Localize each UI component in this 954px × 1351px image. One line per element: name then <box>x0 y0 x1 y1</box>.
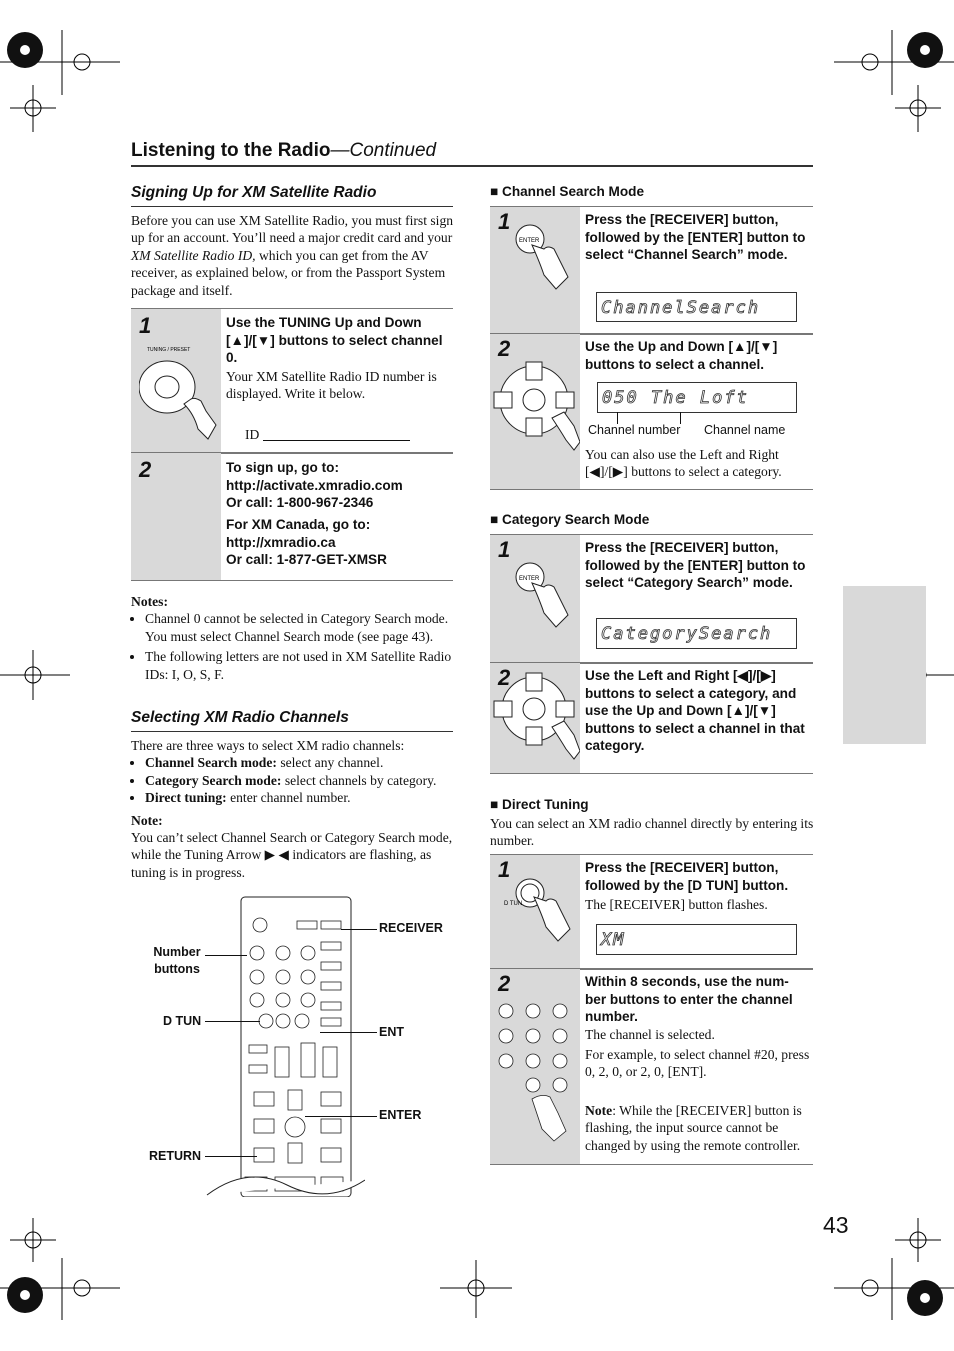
signup-rule <box>131 206 453 207</box>
header-title: Listening to the Radio <box>131 140 331 161</box>
selecting-note-text: You can’t select Channel Search or Category Search mode, while the Tuning Arrow ▶ ◀ indicators are flashing, as tuning is in progress. <box>131 830 453 880</box>
method-name: Channel Search mode: <box>145 755 277 771</box>
step-instruction: Use the TUNING Up and Down [▲]/[▼] buttons to select channel 0. <box>226 315 443 366</box>
step-instruction: Press the [RECEIVER] button, followed by the [ENTER] button to select “Channel Search” mode. <box>585 212 806 263</box>
side-tab <box>843 586 926 744</box>
lcd-display: 050 The Loft <box>597 382 797 413</box>
direct-tuning-heading: ■ Direct Tuning <box>490 797 589 812</box>
icon-label: ENTER <box>519 576 540 582</box>
dtun-button-hand-icon <box>502 875 577 960</box>
method-desc: select channels by category. <box>281 772 437 788</box>
step-text: You can also use the Left and Right [◀]/[▶] buttons to select a category. <box>585 447 782 480</box>
category-search-title: Category Search Mode <box>502 512 650 527</box>
step-number: 2 <box>498 971 511 996</box>
lcd-display: XM <box>596 924 797 955</box>
enter-button-hand-icon <box>512 223 577 303</box>
note-item: • The following letters are not used in XM Satellite Radio IDs: I, O, S, F. <box>145 648 455 683</box>
selecting-intro: There are three ways to select XM radio channels: <box>131 738 405 753</box>
callout-line <box>205 1156 257 1157</box>
header-continued: —Continued <box>330 140 437 161</box>
direct-tuning-intro: You can select an XM radio channel directly by entering its number. <box>490 816 814 849</box>
remote-control-illustration <box>205 895 365 1205</box>
signup-intro <box>131 212 455 299</box>
signup-intro-1: Before you can use XM Satellite Radio, you must first sign up for an account. You’ll need a major credit card and your <box>131 213 454 246</box>
signup-intro-2: which you can get from the AV receiver, as explained below, or from the Passport System package and itself. <box>131 247 446 298</box>
method-name: Direct tuning: <box>145 790 227 806</box>
step-text: The [RECEIVER] button flashes. <box>585 897 768 912</box>
icon-label: TUNING / PRESET <box>147 347 191 353</box>
step-number: 1 <box>498 857 511 882</box>
signup-title: Signing Up for XM Satellite Radio <box>131 184 377 201</box>
step-number: 2 <box>498 665 511 690</box>
callout-return: RETURN <box>149 1149 202 1163</box>
note-label: Note <box>585 1103 613 1118</box>
channel-search-heading: ■ Channel Search Mode <box>490 184 645 199</box>
step-number: 1 <box>498 209 511 234</box>
step-instruction: Within 8 seconds, use the num-ber buttons to enter the channel number. <box>585 974 793 1025</box>
step-note <box>585 1102 811 1154</box>
category-search-heading: ■ Category Search Mode <box>490 512 650 527</box>
method-item <box>145 789 455 806</box>
step-number: 2 <box>498 336 511 361</box>
note-item: • Channel 0 cannot be selected in Category Search mode. You must select Channel Search mode (see page 43). <box>145 610 455 645</box>
callout-ent: ENT <box>379 1025 404 1039</box>
method-name: Category Search mode: <box>145 772 282 788</box>
channel-search-title: Channel Search Mode <box>502 184 645 199</box>
callout-line <box>341 929 377 930</box>
category-search-step-2 <box>490 662 813 774</box>
step-instruction: Use the Left and Right [◀]/[▶] buttons to select a category, and use the Up and Down [▲]/[▼] buttons to select a channel in that category. <box>585 668 805 754</box>
id-label: ID <box>245 427 260 442</box>
step-instruction: Press the [RECEIVER] button, followed by the [D TUN] button. <box>585 860 789 893</box>
selecting-title: Selecting XM Radio Channels <box>131 709 349 726</box>
method-item <box>145 754 455 771</box>
number-buttons-hand-icon <box>496 1001 576 1151</box>
step-text: Your XM Satellite Radio ID number is displayed. Write it below. <box>226 369 437 402</box>
method-desc: select any channel. <box>276 755 384 771</box>
contact-line: For XM Canada, go to: <box>226 517 371 532</box>
lcd-display: ChannelSearch <box>596 292 797 322</box>
channel-search-step-2 <box>490 333 813 490</box>
contact-phone: Or call: 1-877-GET-XMSR <box>226 552 387 568</box>
step-text: The channel is selected. <box>585 1027 715 1042</box>
page-header <box>131 140 436 162</box>
signup-contact-canada <box>226 516 452 569</box>
arrow-pad-hand-icon <box>492 671 580 771</box>
step-instruction: Press the [RECEIVER] button, followed by the [ENTER] button to select “Category Search” mode. <box>585 540 806 591</box>
header-rule <box>131 165 813 167</box>
note-text: : While the [RECEIVER] button is flashing, the input source cannot be changed by using the remote controller. <box>585 1103 802 1153</box>
selecting-body <box>131 737 455 881</box>
step-text: For example, to select channel #20, press 0, 2, 0, or 2, 0, [ENT]. <box>585 1047 810 1080</box>
callout-line <box>205 955 247 956</box>
direct-tuning-title: Direct Tuning <box>502 797 589 812</box>
page-number: 43 <box>823 1212 849 1238</box>
notes-title: Notes: <box>131 594 168 609</box>
method-item <box>145 772 455 789</box>
callout-line <box>320 1032 377 1033</box>
contact-url[interactable]: http://activate.xmradio.com <box>226 477 403 493</box>
direct-step-1 <box>490 854 813 970</box>
signup-step-1 <box>131 308 453 454</box>
selecting-note-title: Note: <box>131 812 163 828</box>
selecting-rule <box>131 731 453 732</box>
lcd-display: CategorySearch <box>596 618 797 649</box>
step-number: 1 <box>498 537 511 562</box>
callout-number-buttons: Number buttons <box>153 945 201 976</box>
category-search-step-1 <box>490 534 813 664</box>
step-number: 2 <box>139 457 152 482</box>
tuning-button-hand-icon <box>139 339 221 449</box>
step-instruction: Use the Up and Down [▲]/[▼] buttons to select a channel. <box>585 339 778 372</box>
icon-label: D TUN <box>504 901 523 907</box>
callout-line <box>205 1021 260 1022</box>
method-desc: enter channel number. <box>226 790 351 806</box>
caption-channel-number: Channel number <box>588 423 681 437</box>
id-write-line <box>263 440 410 441</box>
direct-step-2 <box>490 968 813 1165</box>
caption-channel-name: Channel name <box>704 423 786 437</box>
icon-label: ENTER <box>519 238 540 244</box>
arrow-pad-hand-icon <box>492 358 580 458</box>
contact-line: To sign up, go to: <box>226 460 339 475</box>
signup-step-2 <box>131 452 453 581</box>
contact-phone: Or call: 1-800-967-2346 <box>226 495 374 511</box>
callout-line <box>305 1116 377 1117</box>
enter-button-hand-icon <box>512 561 577 641</box>
notes <box>131 593 455 683</box>
contact-url[interactable]: http://xmradio.ca <box>226 534 336 550</box>
signup-contact-us <box>226 459 452 512</box>
callout-dtun: D TUN <box>163 1014 202 1028</box>
callout-receiver: RECEIVER <box>379 921 443 935</box>
signup-intro-em: XM Satellite Radio ID, <box>131 247 256 263</box>
channel-search-step-1 <box>490 206 813 335</box>
step-number: 1 <box>139 313 152 338</box>
callout-enter: ENTER <box>379 1108 422 1122</box>
